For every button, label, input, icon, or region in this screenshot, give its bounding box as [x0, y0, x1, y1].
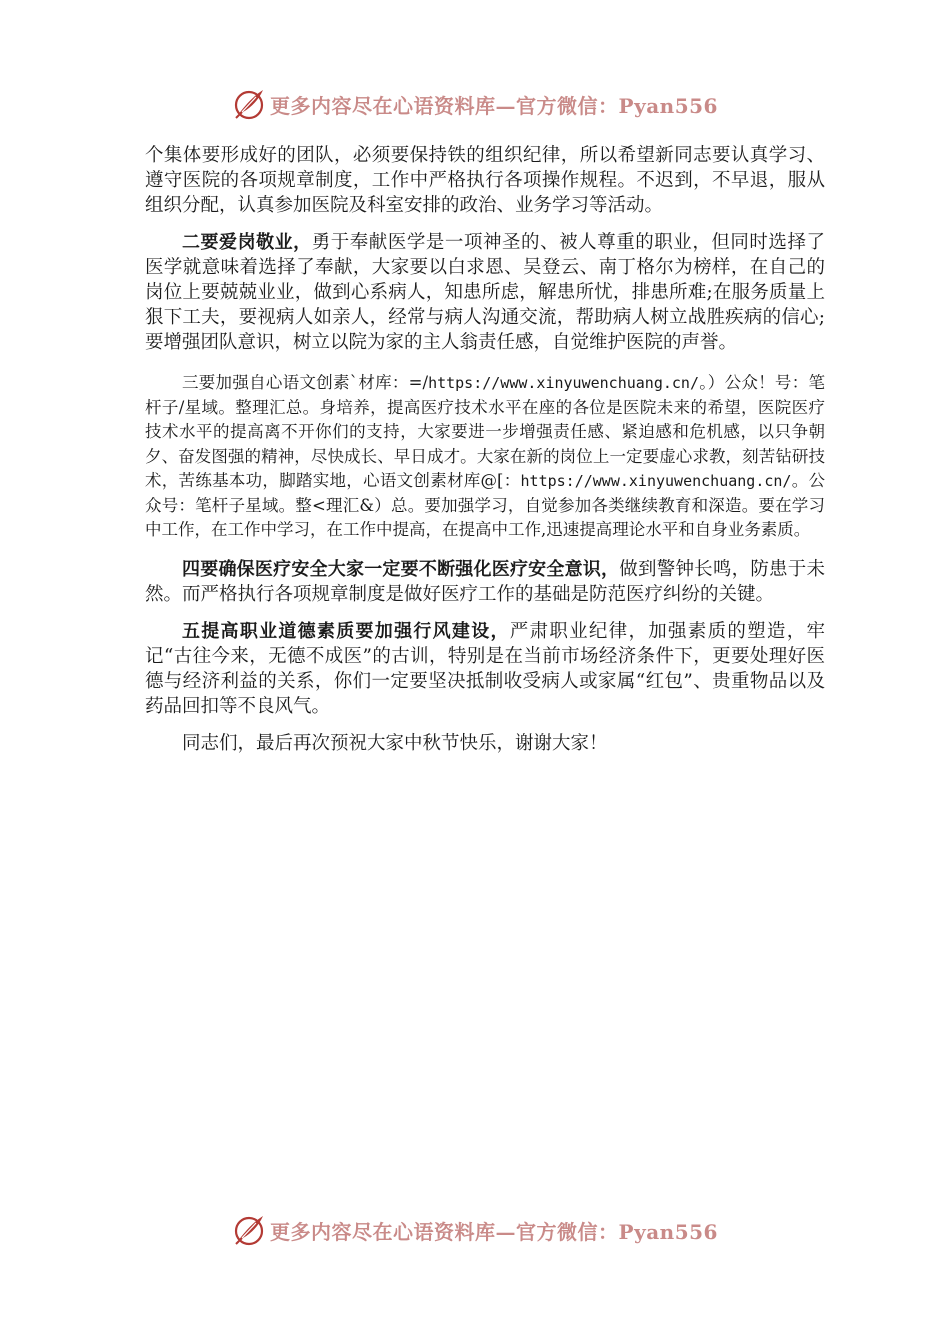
paragraph-self-cultivation-text-a: 三要加强自心语文创素`材库：=/ — [182, 373, 429, 392]
paragraph-love-job — [145, 230, 825, 355]
paragraph-ethics — [145, 619, 825, 719]
watermark-url-2: https://www.xinyuwenchuang.cn/ — [520, 472, 792, 490]
paragraph-ethics-text: 严肃职业纪律，加强素质的塑造，牢记“古往今来，无德不成医”的古训，特别是在当前市场经济条件下，更要处理好医德与经济利益的关系，你们一定要坚决抵制收受病人或家属“红包”、贵重物品以及药品回扣等不良风气。 — [145, 620, 825, 717]
paragraph-self-cultivation — [145, 371, 825, 543]
paragraph-medical-safety-text: 做到警钟长鸣，防患于未然。而严格执行各项规章制度是做好医疗工作的基础是防范医疗纠纷的关键。 — [145, 558, 825, 605]
feather-pen-seal-icon — [232, 1213, 266, 1247]
paragraph-self-cultivation-text-b: 。）公众！号：笔杆子/星域。整理汇总。身培养，提高医疗技术水平在座的各位是医院未来的希望，医院医疗技术水平的提高离不开你们的支持，大家要进一步增强责任感、紧迫感和危机感，以只争朝夕、奋发图强的精神，尽快成长、早日成才。大家在新的岗位上一定要虚心求教，刻苦钻研技术，苦练基本功，脚踏实地，心语文创素材库@[： — [145, 373, 825, 490]
footer-banner — [0, 1208, 950, 1252]
paragraph-love-job-text: 勇于奉献医学是一项神圣的、被人尊重的职业，但同时选择了医学就意味着选择了奉献，大家要以白求恩、吴登云、南丁格尔为榜样，在自己的岗位上要兢兢业业，做到心系病人，知患所虑，解患所忧，排患所难;在服务质量上狠下工夫，要视病人如亲人，经常与病人沟通交流，帮助病人树立战胜疾病的信心;要增强团队意识，树立以院为家的主人翁责任感，自觉维护医院的声誉。 — [145, 232, 825, 353]
watermark-url-1: https://www.xinyuwenchuang.cn/ — [428, 374, 699, 392]
paragraph-discipline: 个集体要形成好的团队，必须要保持铁的组织纪律，所以希望新同志要认真学习、遵守医院的各项规章制度，工作中严格执行各项操作规程。不迟到，不早退，服从组织分配，认真参加医院及科室安排的政治、业务学习等活动。 — [145, 145, 825, 216]
paragraph-medical-safety — [145, 557, 825, 607]
heading-love-job: 二要爱岗敬业， — [182, 232, 312, 253]
banner-text: 更多内容尽在心语资料库—官方微信：Pyan556 — [270, 93, 718, 118]
heading-medical-safety: 四要确保医疗安全大家一定要不断强化医疗安全意识， — [182, 558, 620, 580]
heading-ethics: 五提高职业道德素质要加强行风建设， — [182, 620, 510, 642]
header-banner — [0, 82, 950, 126]
paragraph-self-cultivation-text-c: 。公众号：笔杆子星域。整<理汇&）总。要加强学习，自觉参加各类继续教育和深造。要在学习中工作，在工作中学习，在工作中提高，在提高中工作,迅速提高理论水平和自身业务素质。 — [145, 471, 826, 539]
banner-text: 更多内容尽在心语资料库—官方微信：Pyan556 — [270, 1219, 718, 1244]
paragraph-closing: 同志们，最后再次预祝大家中秋节快乐，谢谢大家！ — [182, 732, 608, 754]
document-body — [145, 143, 825, 768]
feather-pen-seal-icon — [232, 87, 266, 121]
